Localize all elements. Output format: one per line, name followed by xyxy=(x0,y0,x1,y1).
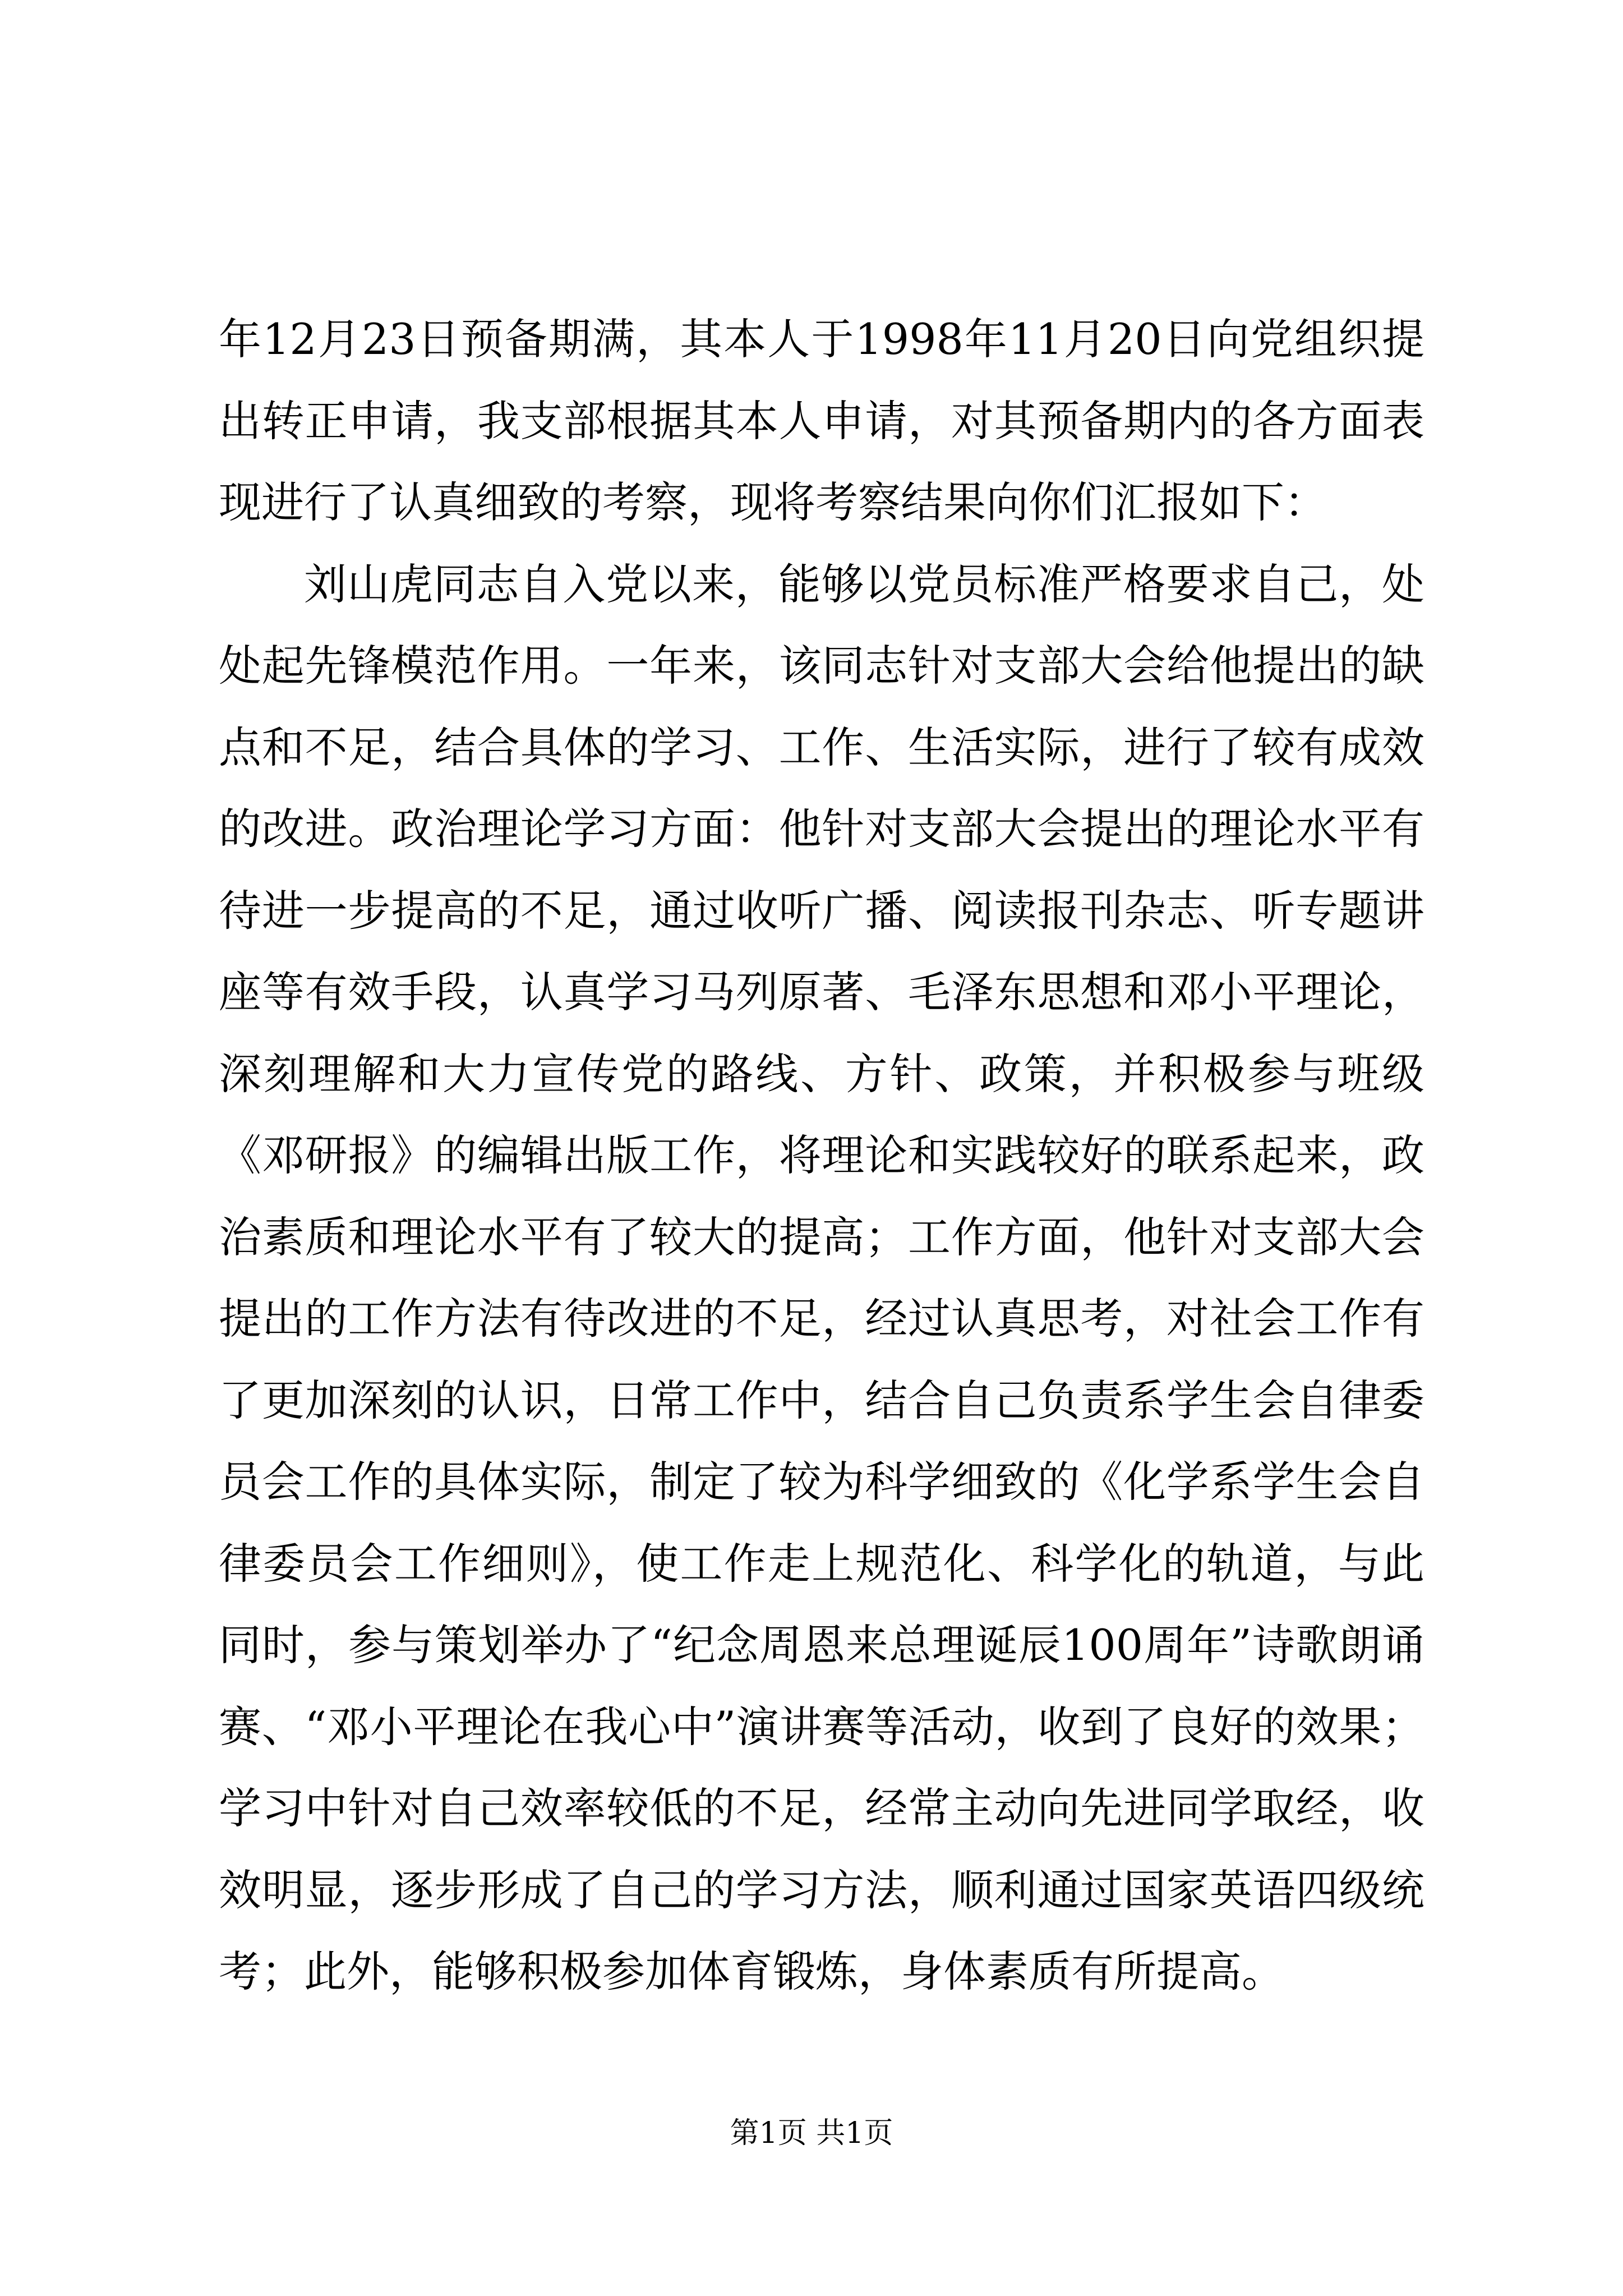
paragraph-continuation: 年12月23日预备期满，其本人于1998年11月20日向党组织提出转正申请，我支部根据其本人申请，对其预备期内的各方面表现进行了认真细致的考察，现将考察结果向你们汇报如下： xyxy=(219,314,1424,527)
document-body xyxy=(219,298,1424,2013)
paragraph-evaluation: 刘山虎同志自入党以来，能够以党员标准严格要求自己，处处起先锋模范作用。一年来，该同志针对支部大会给他提出的缺点和不足，结合具体的学习、工作、生活实际，进行了较有成效的改进。政治理论学习方面：他针对支部大会提出的理论水平有待进一步提高的不足，通过收听广播、阅读报刊杂志、听专题讲座等有效手段，认真学习马列原著、毛泽东思想和邓小平理论，深刻理解和大力宣传党的路线、方针、政策，并积极参与班级《邓研报》的编辑出版工作，将理论和实践较好的联系起来，政治素质和理论水平有了较大的提高；工作方面，他针对支部大会提出的工作方法有待改进的不足，经过认真思考，对社会工作有了更加深刻的认识，日常工作中，结合自己负责系学生会自律委员会工作的具体实际，制定了较为科学细致的《化学系学生会自律委员会工作细则》，使工作走上规范化、科学化的轨道，与此同时，参与策划举办了“纪念周恩来总理诞辰100周年”诗歌朗诵赛、“邓小平理论在我心中”演讲赛等活动，收到了良好的效果；学习中针对自己效率较低的不足，经常主动向先进同学取经，收效明显，逐步形成了自己的学习方法，顺利通过国家英语四级统考；此外，能够积极参加体育锻炼，身体素质有所提高。 xyxy=(219,559,1424,1996)
page-number-footer: 第1页 共1页 xyxy=(730,2116,893,2150)
